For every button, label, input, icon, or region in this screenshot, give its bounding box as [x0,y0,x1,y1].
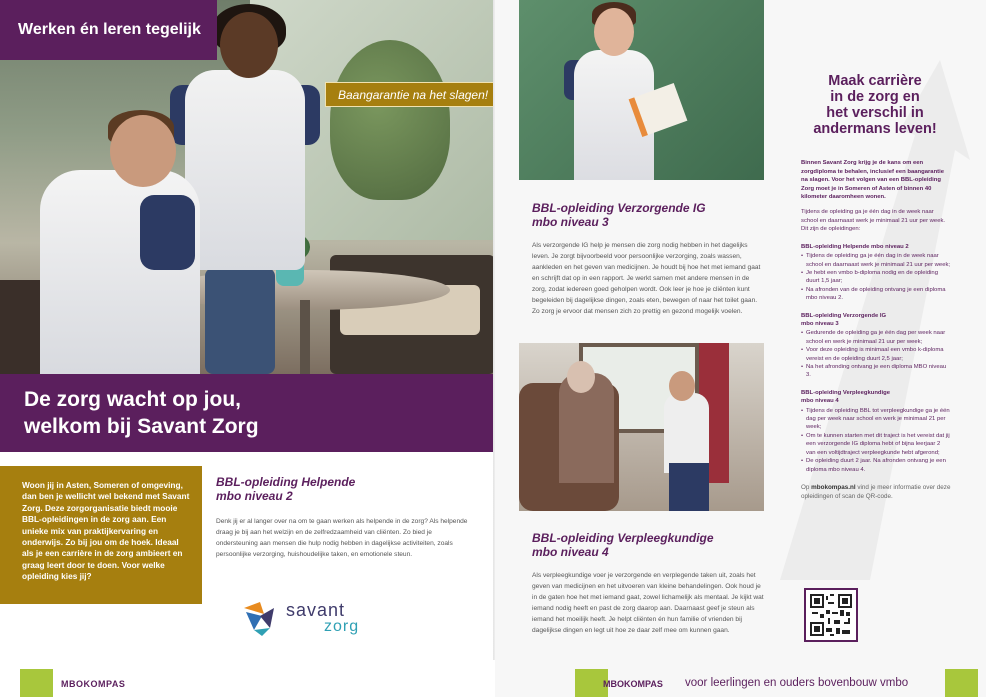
career-line-2: in de zorg en [830,89,920,105]
verzorgende-heading-line-2: mbo niveau 3 [532,215,609,229]
more-info-prefix: Op [801,483,810,491]
elderly-care-photo [519,343,764,511]
info-heading-verzorgende [801,312,951,329]
verpleeg-heading-line-2: mbo niveau 4 [532,545,609,559]
headline-line-1: De zorg wacht op jou, [24,388,242,411]
footer-right-end-square [945,669,978,697]
list-item: • Je hebt een vmbo b-diploma nodig en de opleiding duurt 1,5 jaar; [801,269,951,286]
title-tag-text: Werken én leren tegelijk [18,21,201,38]
list-item: • Na afronden van de opleiding ontvang je een diploma mbo niveau 2. [801,286,951,303]
list-item: • Om te kunnen starten met dit traject is het vereist dat jij een verzorgende IG diploma hebt of bijna leerjaar 2 van een voltijdtraject verpleegkunde hebt afgerond; [801,432,951,457]
career-line-3: het verschil in [826,105,924,121]
helpende-body: Denk jij er al langer over na om te gaan werken als helpende in de zorg? Als helpende draag je bij aan het welzijn en de zelfredzaamheid van cliënten. Zo bied je ondersteuning aan mensen die hulp nodig hebben in dagelijkse activiteiten, zoals persoonlijke verzorging, huishoudelijke taken, en emotionele steun. [216,518,468,558]
list-item: • Tijdens de opleiding ga je één dag in de week naar school en daarnaast werk je minimaal 21 uur per week; [801,252,951,269]
verpleeg-body: Als verpleegkundige voer je verzorgende en verplegende taken uit, zoals het geven van medicijnen en het uitvoeren van kleine behandelingen. Ook houd je in de gaten hoe het met iemand gaat, zowel lichamelijk als mentaal. Je kijkt wat iemand nodig heeft en past de zorg daarop aan. Daarnaast geef je steun als iemand het moeilijk heeft. Je helpt cliënten én hun familie of vrienden bij dagelijkse dingen en legt uit hoe ze daar zelf mee om kunnen gaan. [532,572,764,634]
savant-logo-mark-icon [240,598,280,638]
nurse-photo [519,0,764,180]
career-line-1: Maak carrière [828,73,922,89]
info-list-helpende [801,252,951,302]
info-list-verpleegkundige [801,407,951,474]
helpende-heading-line-1: BBL-opleiding Helpende [216,475,356,489]
info-list-verzorgende [801,329,951,379]
verzorgende-body: Als verzorgende IG help je mensen die zorg nodig hebben in het dagelijks leven. Je zorgt bijvoorbeeld voor persoonlijke verzorging, zoals wassen, aankleden en het geven van medicijnen. Je houdt bij hoe het met iemand gaat en schrijft dat op in een rapport. Je werkt samen met andere mensen in de zorg, zodat iedereen goed geholpen wordt. Ook leer je hoe je cliënten kunt begeleiden bij dagelijkse dingen, zoals eten, bewegen of naar het toilet gaan. Zo zorg je ervoor dat mensen zich zo prettig en gezond mogelijk voelen. [532,242,761,315]
info-intro: Tijdens de opleiding ga je één dag in de week naar school en daarnaast werk je minimaal 21 uur per week. Dit zijn de opleidingen: [801,208,946,233]
footer-left-brand: MBOKOMPAS [61,679,126,689]
guarantee-text: Baangarantie na het slagen! [338,87,489,102]
info-lead: Binnen Savant Zorg krijg je de kans om een zorgdiploma te behalen, inclusief een baangarantie na slagen. Voor het volgen van een BBL-opleiding Zorg moet je in Someren of Asten of binnen 40 kilometer daaromheen wonen. [801,160,945,201]
mbokompas-link[interactable]: mbokompas.nl [811,483,856,491]
qr-code-icon [810,594,852,636]
info-heading-helpende: BBL-opleiding Helpende mbo niveau 2 [801,243,909,250]
headline-line-2: welkom bij Savant Zorg [24,415,259,438]
headline-banner [0,374,495,452]
guarantee-tag [325,82,495,107]
logo-word-zorg: zorg [324,618,360,635]
info-heading-verzorgende-line-2: mbo niveau 3 [801,321,839,327]
career-heading [790,73,960,137]
footer-right-brand: MBOKOMPAS [603,679,663,689]
qr-code[interactable] [804,588,858,642]
intro-box [0,466,202,604]
savant-zorg-logo [240,598,370,643]
helpende-heading-line-2: mbo niveau 2 [216,489,293,503]
list-item: • De opleiding duurt 2 jaar. Na afronden ontvang je een diploma mbo niveau 4. [801,457,951,474]
section-verpleegkundige [532,531,764,636]
more-info-suffix: vind je meer informatie over deze opleidingen of scan de QR-code. [801,483,951,501]
section-helpende [216,475,471,560]
list-item: • Voor deze opleiding is minimaal een vmbo k-diploma vereist en de opleiding duurt 2,5 jaar; [801,346,951,363]
logo-word-savant: savant [286,600,346,620]
career-line-4: andermans leven! [813,121,937,137]
footer-left-square [20,669,53,697]
footer-tagline: voor leerlingen en ouders bovenbouw vmbo [685,677,909,689]
more-info-line [801,483,951,502]
verpleeg-heading-line-1: BBL-opleiding Verpleegkundige [532,531,714,545]
list-item: • Gedurende de opleiding ga je één dag per week naar school en werk je minimaal 21 uur per week; [801,329,951,346]
info-heading-verpleegkundige [801,389,951,406]
info-column [801,159,951,502]
info-heading-verzorgende-line-1: BBL-opleiding Verzorgende IG [801,312,887,319]
intro-text: Woon jij in Asten, Someren of omgeving, dan ben je wellicht wel bekend met Savant Zorg. Deze zorgorganisatie biedt mooie BBL-opleidingen in de zorg aan. Een unieke mix van praktijkervaring en onderwijs. Zo bij jou om de hoek. Ideaal als je een carrière in de zorg ambieert en graag leert door te doen. Voor welke opleiding kies jij? [22,480,190,582]
info-heading-verpleeg-line-1: BBL-opleiding Verpleegkundige [801,389,891,396]
info-heading-verpleeg-line-2: mbo niveau 4 [801,398,839,405]
title-tag [0,0,217,60]
verzorgende-heading-line-1: BBL-opleiding Verzorgende IG [532,201,706,215]
list-item: • Na het afronding ontvang je een diploma MBO niveau 3. [801,363,951,380]
list-item: • Tijdens de opleiding BBL tot verpleegkundige ga je één dag per week naar school en werk je minimaal 21 per week; [801,407,951,432]
section-verzorgende [532,201,764,317]
